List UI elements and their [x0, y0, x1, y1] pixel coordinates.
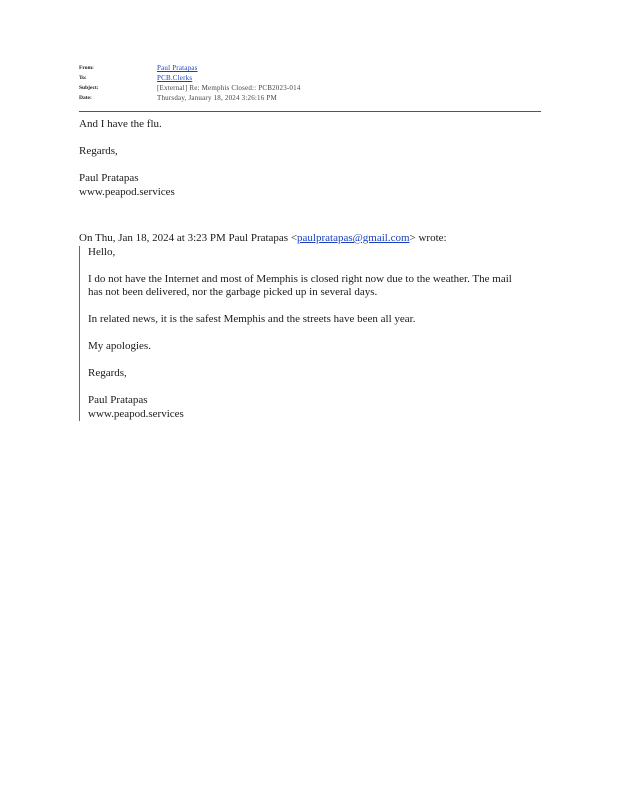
email-body	[79, 118, 539, 421]
subject-row	[79, 83, 541, 93]
from-link[interactable]: Paul Pratapas	[157, 64, 198, 72]
date-row	[79, 93, 541, 103]
email-header	[79, 63, 541, 103]
from-row	[79, 63, 541, 73]
quoted-paragraph-2: In related news, it is the safest Memphis and the streets have been all year.	[88, 313, 416, 325]
reply-signature-site: www.peapod.services	[79, 185, 175, 198]
quote-attribution	[79, 232, 539, 246]
quote-attribution-prefix: On Thu, Jan 18, 2024 at 3:23 PM Paul Pratapas <	[79, 232, 298, 244]
subject-label: Subject:	[79, 85, 99, 91]
to-label: To:	[79, 75, 87, 81]
to-row	[79, 73, 541, 83]
header-divider	[79, 111, 541, 112]
quoted-message	[79, 246, 528, 422]
to-link[interactable]: PCB.Clerks	[157, 74, 193, 82]
reply-regards: Regards,	[79, 145, 118, 157]
quote-email-link[interactable]: paulpratapas@gmail.com	[297, 232, 410, 244]
quoted-paragraph-3: My apologies.	[88, 340, 151, 352]
quoted-paragraph-1: I do not have the Internet and most of Memphis is closed right now due to the weather. The mail has not been delivered, nor the garbage picked up in several days.	[88, 272, 515, 298]
quoted-signature-name: Paul Pratapas	[88, 394, 148, 406]
reply-signature-name: Paul Pratapas	[79, 172, 139, 184]
date-value: Thursday, January 18, 2024 3:26:16 PM	[157, 94, 277, 102]
quoted-regards: Regards,	[88, 367, 127, 379]
from-label: From:	[79, 65, 94, 71]
quoted-greeting: Hello,	[88, 245, 116, 258]
subject-value: [External] Re: Memphis Closed:: PCB2023-014	[157, 84, 301, 92]
reply-text: And I have the flu.	[79, 118, 162, 130]
quoted-signature-site: www.peapod.services	[88, 407, 184, 420]
date-label: Date:	[79, 95, 92, 101]
quote-attribution-suffix: > wrote:	[409, 232, 447, 244]
